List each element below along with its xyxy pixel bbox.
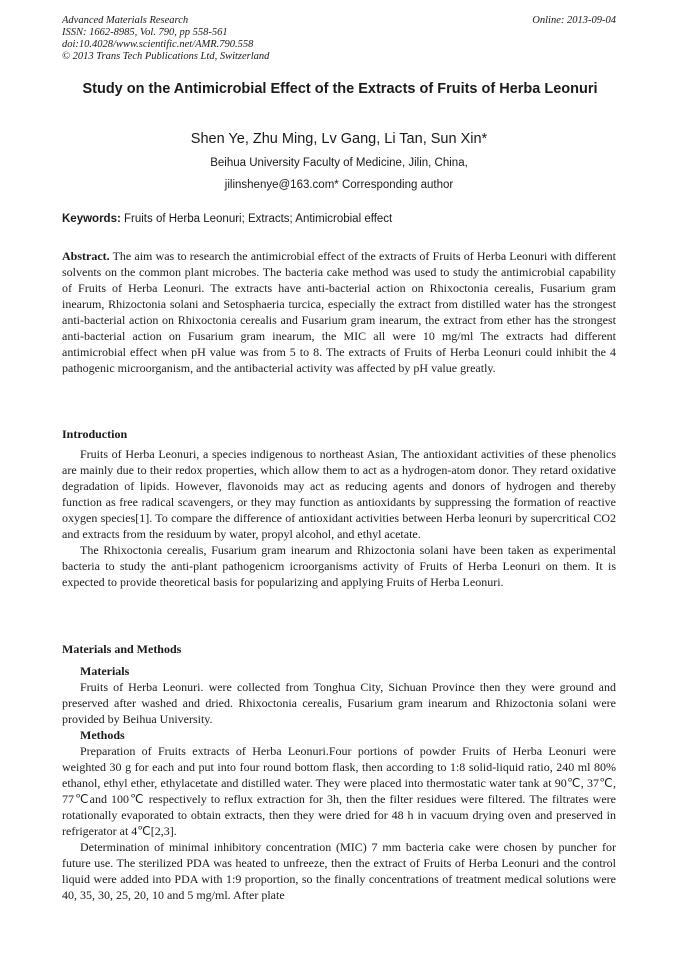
- introduction-paragraph: Fruits of Herba Leonuri, a species indigenous to northeast Asian, The antioxidant activities of these phenolics are mainly due to their redox properties, which allow them to act as a hydrogen-atom donor. They retard oxidative degradation of lipids. However, flavonoids may act as reducing agents and donors of hydrogen and thereby function as free radical scavengers, or they may function as antioxidants by suppressing the formation of reactive oxygen species[1]. To compare the difference of antioxidant activities between Herba leonuri by supercritical CO2 and extracts from the residuum by water, propyl alcohol, and ethyl acetate.: [62, 447, 616, 541]
- introduction-paragraph: The Rhixoctonia cerealis, Fusarium gram inearum and Rhizoctonia solani have been taken as experimental bacteria to study the anti-plant pathogenicm icroorganisms activity of Fruits of Herba Leonuri on them. It is expected to provide theoretical basis for popularizing and applying Fruits of Herba Leonuri.: [62, 543, 616, 589]
- journal-doi[interactable]: doi:10.4028/www.scientific.net/AMR.790.558: [62, 39, 254, 50]
- abstract-label: Abstract.: [62, 249, 110, 263]
- keywords: [62, 212, 616, 226]
- author-list: Shen Ye, Zhu Ming, Lv Gang, Li Tan, Sun Xin*: [190, 131, 488, 147]
- materials-paragraph: Fruits of Herba Leonuri. were collected from Tonghua City, Sichuan Province then they were ground and preserved after washed and dried. Rhixoctonia cerealis, Fusarium gram inearum and Rhizoctonia solani were provided by Beihua University.: [62, 680, 616, 726]
- keywords-label: Keywords:: [62, 213, 121, 225]
- abstract-text: The aim was to research the antimicrobial effect of the extracts of Fruits of Herba Leonuri with different solvents on the common plant microbes. The bacteria cake method was used to study the antimicrobial capability of Fruits of Herba Leonuri. The extracts have anti-bacterial action on Rhixoctonia cerealis, Fusarium gram inearum, Rhizoctonia solani and Setosphaeria turcica, especially the extract from distilled water has the strongest anti-bacterial action on Rhixoctonia cerealis and Fusarium gram inearum, the extract from ether has the strongest anti-bacterial action on Fusarium gram inearum, the MIC all were 10 mg/ml The extracts had different antimicrobial effect when pH value was from 5 to 8. The extracts of Fruits of Herba Leonuri could inhibit the 4 pathogenic microorganism, and the antibacterial activity was affected by pH value greatly.: [62, 249, 616, 375]
- keywords-text: Fruits of Herba Leonuri; Extracts; Antimicrobial effect: [124, 213, 393, 225]
- journal-issn: ISSN: 1662-8985, Vol. 790, pp 558-561: [62, 27, 228, 38]
- introduction-body: [62, 446, 616, 590]
- running-header: [62, 15, 616, 63]
- materials-heading: Materials: [80, 664, 130, 678]
- online-date: Online: 2013-09-04: [532, 15, 616, 26]
- materials-methods-heading: Materials and Methods: [62, 642, 182, 656]
- methods-paragraph: Determination of minimal inhibitory concentration (MIC) 7 mm bacteria cake were chosen by puncher for future use. The sterilized PDA was heated to unfreeze, then the extract of Fruits of Herba Leonuri and the control liquid were added into PDA with 1:9 proportion, so the finally concentrations of treatment medical solutions were 40, 35, 30, 25, 20, 10 and 5 mg/ml. After plate: [62, 840, 616, 902]
- journal-copyright: © 2013 Trans Tech Publications Ltd, Switzerland: [62, 51, 270, 62]
- affiliation: Beihua University Faculty of Medicine, Jilin, China,: [210, 157, 468, 169]
- introduction-heading: Introduction: [62, 427, 128, 441]
- materials-methods-body: [62, 663, 616, 903]
- methods-paragraph: Preparation of Fruits extracts of Herba Leonuri.Four portions of powder Fruits of Herba Leonuri were weighted 30 g for each and put into four round bottom flask, then according to 1:8 solid-liquid ratio, 240 ml 80% ethanol, ethyl ether, ethylacetate and distilled water. They were placed into thermostatic water tank at 90℃, 37℃, 77℃and 100℃ respectively to reflux extraction for 3h, then the filter residues were filtered. The filtrates were rotationally evaporated to obtain extracts, then they were dried for 48 h in vacuum drying oven and preserved in refrigerator at 4℃[2,3].: [62, 744, 616, 838]
- abstract: [62, 248, 616, 376]
- journal-name: Advanced Materials Research: [62, 15, 189, 26]
- methods-heading: Methods: [80, 728, 125, 742]
- corresponding-email[interactable]: jilinshenye@163.com* Corresponding author: [224, 179, 454, 191]
- paper-title: Study on the Antimicrobial Effect of the Extracts of Fruits of Herba Leonuri: [82, 81, 598, 97]
